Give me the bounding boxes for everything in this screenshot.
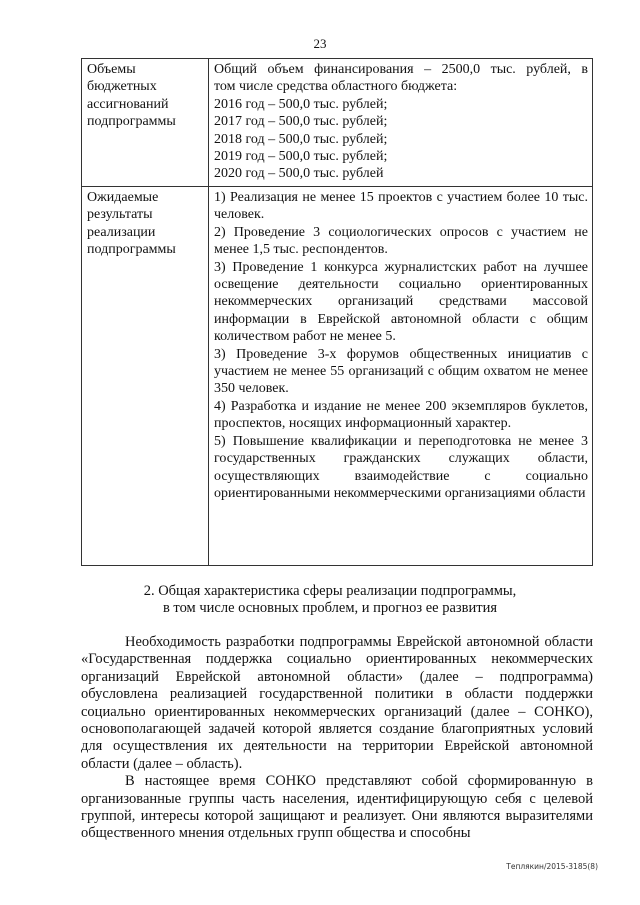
results-value (209, 187, 593, 566)
section-body (81, 634, 593, 843)
budget-line: 2020 год – 500,0 тыс. рублей (214, 166, 384, 182)
table-row-results (82, 187, 593, 566)
result-item: 4) Разработка и издание не менее 200 экземпляров буклетов, проспектов, носящих информационный характер. (214, 398, 588, 432)
section-heading (100, 583, 560, 617)
table-row-budget (82, 59, 593, 187)
section-heading-line: в том числе основных проблем, и прогноз ее развития (162, 600, 498, 616)
results-label: Ожидаемые результаты реализации подпрограммы (82, 187, 209, 566)
section-heading-line: 2. Общая характеристика сферы реализации подпрограммы, (143, 583, 517, 599)
result-item: 2) Проведение 3 социологических опросов с участием не менее 1,5 тыс. респондентов. (214, 224, 588, 258)
budget-line: том числе средства областного бюджета: (214, 79, 458, 95)
body-paragraph: В настоящее время СОНКО представляют собой сформированную в организованные группы часть населения, идентифицирующую себя с целевой группой, интересы которой защищают и реализует. Они являются выразителями общественного мнения отдельных групп общества и способны (81, 773, 593, 842)
subprogram-passport-table (81, 58, 593, 566)
budget-line: Общий объем финансирования – 2500,0 тыс. рублей, в (214, 62, 588, 77)
budget-line: 2019 год – 500,0 тыс. рублей; (214, 149, 388, 165)
budget-line: 2016 год – 500,0 тыс. рублей; (214, 96, 388, 112)
budget-value (209, 59, 593, 187)
result-item: 5) Повышение квалификации и переподготовка не менее 3 государственных гражданских служащих области, осуществляющих взаимодействие с социально ориентированными некоммерческими организациями области (214, 433, 588, 501)
budget-label: Объемы бюджетных ассигнований подпрограммы (82, 59, 209, 187)
result-item: 1) Реализация не менее 15 проектов с участием более 10 тыс. человек. (214, 190, 588, 223)
budget-line: 2018 год – 500,0 тыс. рублей; (214, 131, 388, 147)
page-number: 23 (313, 36, 327, 51)
body-paragraph: Необходимость разработки подпрограммы Еврейской автономной области «Государственная поддержка социально ориентированных некоммерческих организаций Еврейской автономной области» (далее – подпрограмма) обусловлена реализацией государственной политики в области поддержки социально ориентированных некоммерческих организаций (далее – СОНКО), основополагающей задачей которой является создание благоприятных условий для осуществления их деятельности на территории Еврейской автономной области (далее – область). (81, 634, 593, 772)
document-footer-code: Теплякин/2015-3185(8) (506, 862, 598, 871)
result-item: 3) Проведение 3-х форумов общественных инициатив с участием не менее 55 организаций с общим охватом не менее 350 человек. (214, 346, 588, 397)
budget-line: 2017 год – 500,0 тыс. рублей; (214, 114, 388, 130)
result-item: 3) Проведение 1 конкурса журналистских работ на лучшее освещение деятельности социально ориентированных некоммерческих организаций средствами массовой информации в Еврейской автономной области с общим количеством работ не менее 5. (214, 259, 588, 345)
